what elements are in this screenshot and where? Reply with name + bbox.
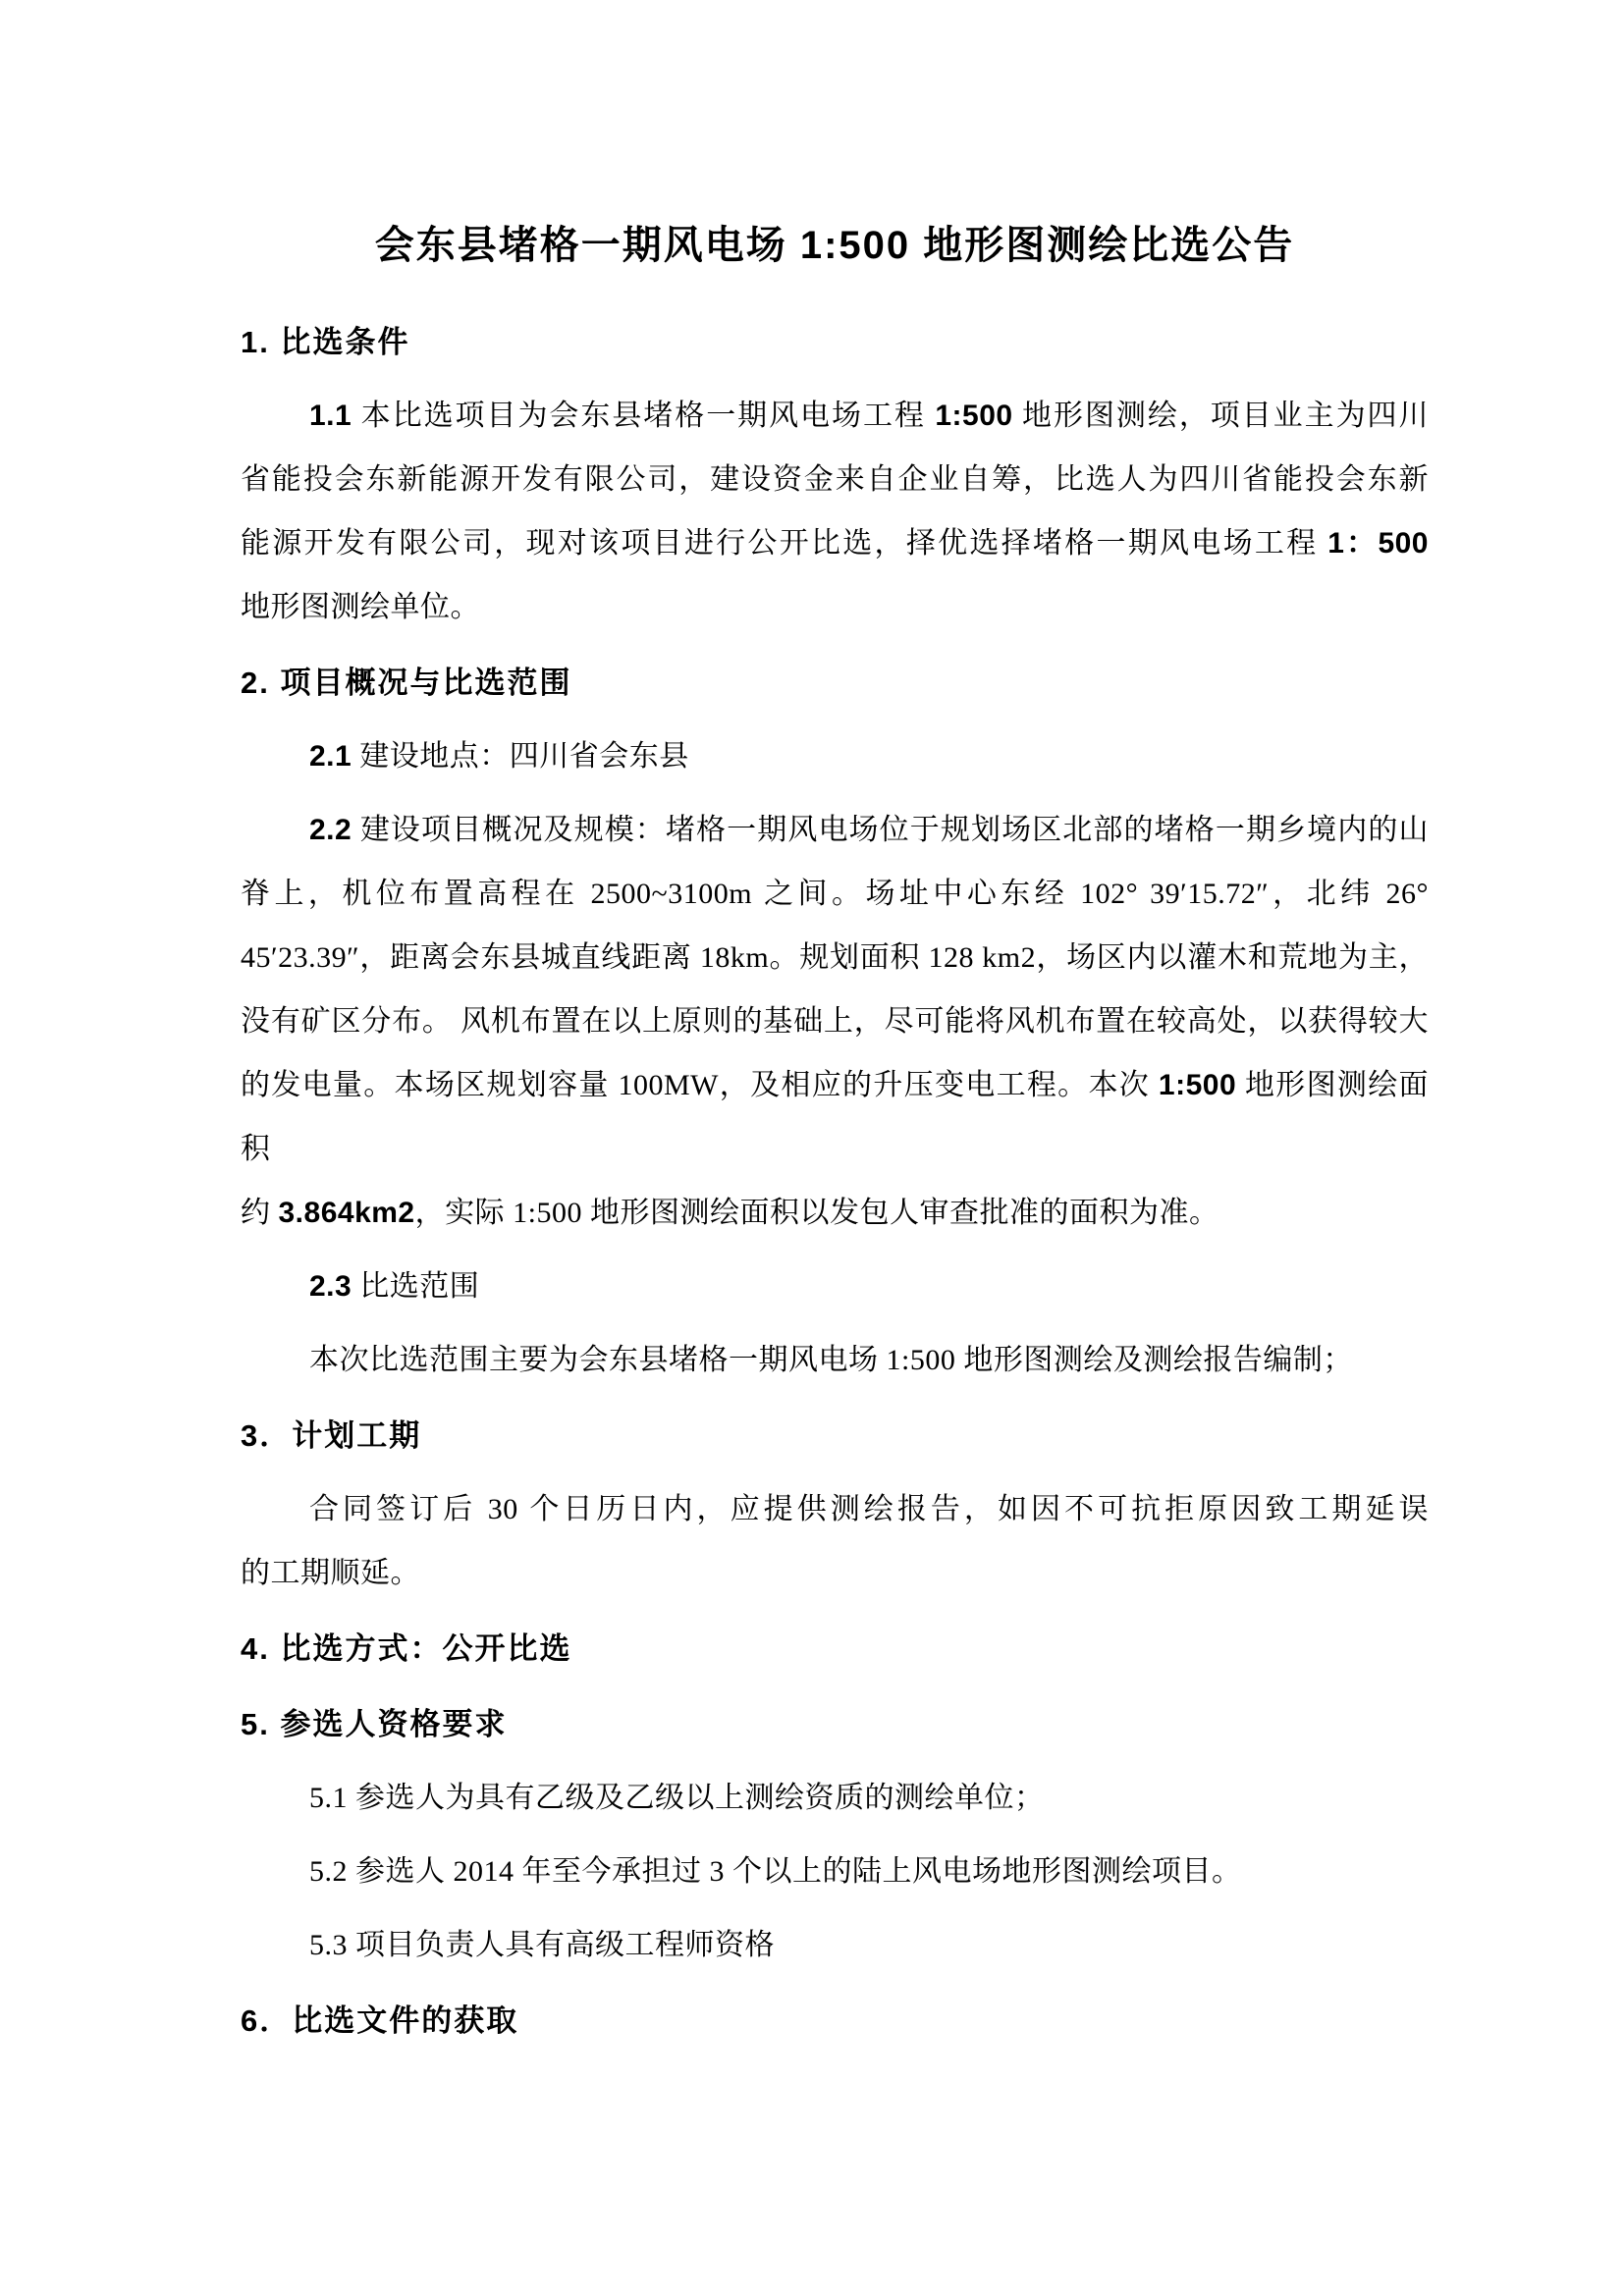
bold-number: 1：500: [1327, 527, 1429, 560]
bold-number: 2.2: [309, 814, 352, 846]
section-heading: [241, 1617, 1429, 1681]
text-segment: 5. 参选人资格要求: [241, 1707, 508, 1741]
section-heading: [241, 310, 1429, 374]
paragraph-line: [241, 1541, 1429, 1605]
bold-number: 2.1: [309, 740, 352, 773]
text-segment: 45′23.39″，距离会东县城直线距离 18km。规划面积 128 km2，场区内以灌木和荒地为主，: [241, 941, 1429, 974]
text-segment: 合同签订后 30 个日历日内，应提供测绘报告，如因不可抗拒原因致工期延误: [309, 1493, 1429, 1525]
section-heading: [241, 651, 1429, 715]
text-segment: 4. 比选方式：公开比选: [241, 1631, 572, 1666]
text-segment: 5.1 参选人为具有乙级及乙级以上测绘资质的测绘单位；: [309, 1782, 1045, 1814]
paragraph-line: [241, 448, 1429, 511]
text-segment: 2. 项目概况与比选范围: [241, 666, 572, 700]
text-segment: 能源开发有限公司，现对该项目进行公开比选，择优选择堵格一期风电场工程: [241, 527, 1328, 560]
doc-title: 会东县堵格一期风电场 1:500 地形图测绘比选公告: [374, 224, 1295, 267]
paragraph-line: [241, 384, 1429, 448]
text-segment: 建设地点：四川省会东县: [352, 740, 689, 773]
text-segment: 本次比选范围主要为会东县堵格一期风电场 1:500 地形图测绘及测绘报告编制；: [309, 1344, 1353, 1376]
bold-number: 1.1: [309, 400, 352, 432]
paragraph-line: [241, 724, 1429, 788]
text-segment: 5.3 项目负责人具有高级工程师资格: [309, 1929, 775, 1961]
text-segment: 的发电量。本场区规划容量 100MW，及相应的升压变电工程。本次: [241, 1069, 1159, 1101]
text-segment: 地形图测绘面积: [241, 1069, 1430, 1165]
text-segment: 地形图测绘单位。: [241, 591, 480, 623]
paragraph-line: [241, 575, 1429, 639]
text-segment: 约: [241, 1197, 279, 1229]
text-segment: 没有矿区分布。 风机布置在以上原则的基础上，尽可能将风机布置在较高处，以获得较大: [241, 1005, 1429, 1038]
paragraph-line: [241, 1840, 1429, 1903]
bold-number: 3.864km2: [278, 1197, 415, 1229]
paragraph-line: [241, 1053, 1429, 1181]
text-segment: 地形图测绘，项目业主为四川: [1012, 400, 1430, 432]
bold-number: 1:500: [1158, 1069, 1237, 1101]
paragraph-line: [241, 511, 1429, 575]
paragraph-line: [241, 1328, 1429, 1392]
paragraph-line: [241, 1766, 1429, 1830]
text-segment: 的工期顺延。: [241, 1557, 420, 1589]
paragraph-line: [241, 798, 1429, 862]
text-segment: 本比选项目为会东县堵格一期风电场工程: [352, 400, 936, 432]
paragraph-line: [241, 1477, 1429, 1541]
bold-number: 1:500: [935, 400, 1013, 432]
document-body: [241, 310, 1429, 2053]
text-segment: 比选范围: [352, 1270, 480, 1303]
text-segment: 3．计划工期: [241, 1418, 422, 1453]
bold-number: 2.3: [309, 1270, 352, 1303]
section-heading: [241, 1989, 1429, 2053]
text-segment: 省能投会东新能源开发有限公司，建设资金来自企业自筹，比选人为四川省能投会东新: [241, 463, 1429, 496]
text-segment: 建设项目概况及规模：堵格一期风电场位于规划场区北部的堵格一期乡境内的山: [352, 814, 1429, 846]
section-heading: [241, 1692, 1429, 1756]
paragraph-line: [241, 1255, 1429, 1318]
paragraph-line: [241, 989, 1429, 1053]
text-segment: 5.2 参选人 2014 年至今承担过 3 个以上的陆上风电场地形图测绘项目。: [309, 1855, 1242, 1888]
paragraph-line: [241, 1913, 1429, 1977]
text-segment: ，实际 1:500 地形图测绘面积以发包人审查批准的面积为准。: [414, 1197, 1219, 1229]
text-segment: 1. 比选条件: [241, 325, 410, 359]
paragraph-line: [241, 862, 1429, 926]
paragraph-line: [241, 926, 1429, 989]
section-heading: [241, 1404, 1429, 1468]
text-segment: 6．比选文件的获取: [241, 2003, 519, 2038]
text-segment: 脊上，机位布置高程在 2500~3100m 之间。场址中心东经 102° 39′15.72″，北纬 26°: [241, 878, 1429, 910]
paragraph-line: [241, 1181, 1429, 1245]
